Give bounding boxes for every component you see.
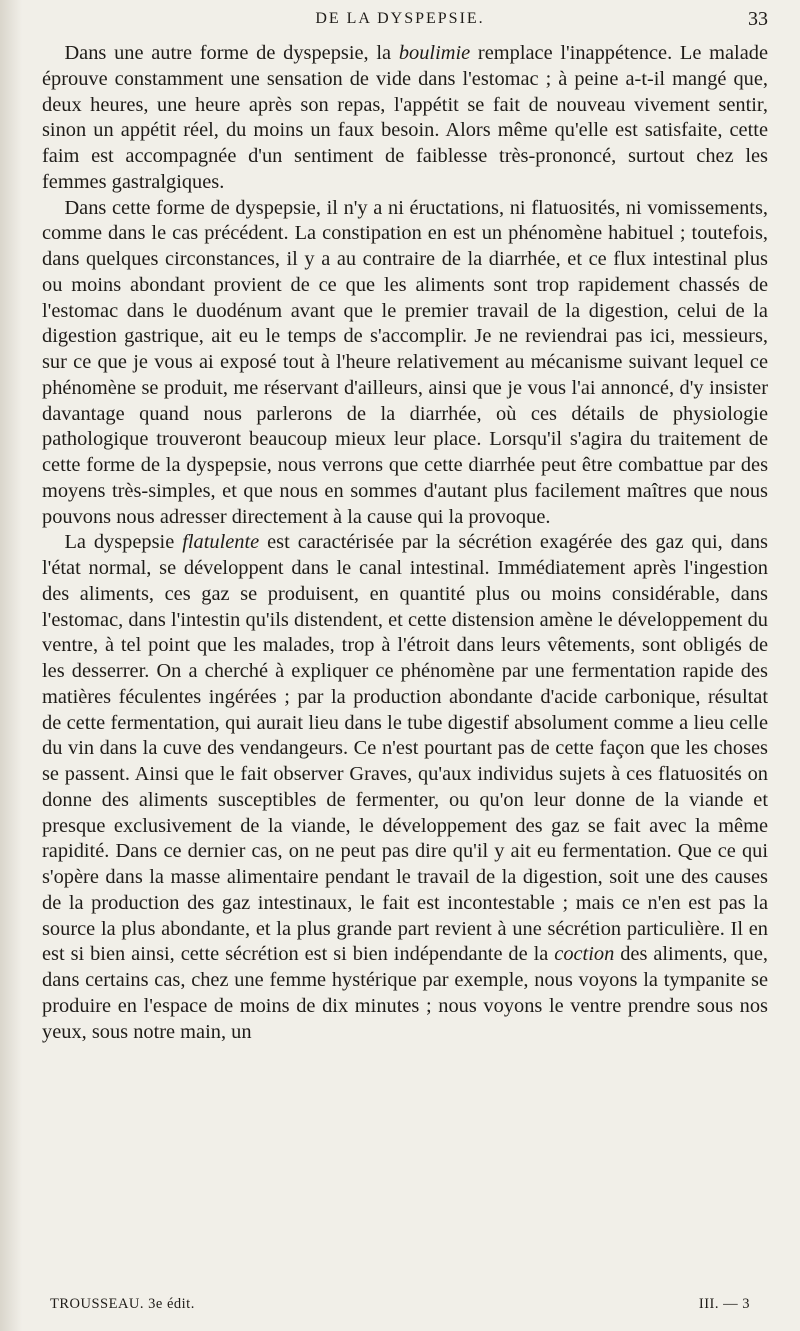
text-run: Dans une autre forme de dyspepsie, la	[64, 42, 399, 64]
paragraph	[42, 530, 768, 1045]
text-run: Dans cette forme de dyspepsie, il n'y a ni éructations, ni flatuosités, ni vomissements, comme dans le cas précédent. La constipation en est un phénomène habituel ; toutefois, dans quelques circonstances, il y a au contraire de la diarrhée, et ce flux intestinal plus ou moins abondant provient de ce que les aliments sont trop rapidement chassés de l'estomac dans le duodénum avant que le premier travail de la digestion, celui de la digestion gastrique, ait eu le temps de s'accomplir. Je ne reviendrai pas ici, messieurs, sur ce que je vous ai exposé tout à l'heure relativement au mécanisme suivant lequel ce phénomène se produit, me réservant d'ailleurs, ainsi que je vous l'ai annoncé, d'y insister davantage quand nous parlerons de la diarrhée, où ces détails de physiologie pathologique trouveront beaucoup mieux leur place. Lorsqu'il s'agira du traitement de cette forme de la dyspepsie, nous verrons que cette diarrhée peut être combattue par des moyens très-simples, et que nous en sommes d'autant plus facilement maîtres que nous pouvons nous adresser directement à la cause qui la provoque.	[42, 196, 768, 528]
running-head	[0, 6, 800, 36]
text-run: La dyspepsie	[64, 531, 183, 554]
italic-term: flatulente	[182, 531, 260, 554]
body-text	[42, 41, 768, 1045]
volume-sheet-mark: III. — 3	[698, 1296, 750, 1312]
text-run: est caractérisée par la sécrétion exagérée des gaz qui, dans l'état normal, se développent dans le canal intestinal. Immédiatement après l'ingestion des aliments, ces gaz se produisent, en quantité plus ou moins considérable, dans l'estomac, dans l'intestin qu'ils distendent, et cette distension amène le développement du ventre, à tel point que les malades, trop à l'étroit dans leurs vêtements, sont obligés de les desserrer. On a cherché à expliquer ce phénomène par une fermentation rapide des matières féculentes ingérées ; par la production abondante d'acide carbonique, résultat de cette fermentation, qui aurait lieu dans le tube digestif absolument comme a lieu celle du vin dans la cuve des vendangeurs. Ce n'est pourtant pas de cette façon que les choses se passent. Ainsi que le fait observer Graves, qu'aux individus sujets à ces flatuosités on donne des aliments susceptibles de fermenter, ou qu'on leur donne de la viande et presque exclusivement de la viande, le développement des gaz se fait avec la même rapidité. Dans ce dernier cas, on ne peut pas dire qu'il y ait eu fermentation. Que ce qui s'opère dans la masse alimentaire pendant le travail de la digestion, soit une des causes de la production des gaz intestinaux, le fait est incontestable ; mais ce n'en est pas la source la plus abondante, et la plus grande part revient à une sécrétion particulière. Il en est si bien ainsi, cette sécrétion est si bien indépendante de la	[42, 531, 768, 966]
text-run: remplace l'inappétence. Le malade éprouve constamment une sensation de vide dans l'estomac ; à peine a-t-il mangé que, deux heures, une heure après son repas, l'appétit se fait de nouveau vivement sentir, sinon un appétit réel, du moins un faux besoin. Alors même qu'elle est satisfaite, cette faim est accompagnée d'un sentiment de faiblesse très-prononcé, surtout chez les femmes gastralgiques.	[42, 42, 769, 193]
italic-term: boulimie	[398, 42, 471, 64]
binding-shadow	[0, 0, 22, 1331]
paragraph	[42, 196, 768, 531]
italic-term: coction	[554, 943, 615, 966]
paragraph	[42, 41, 768, 196]
text-run: des aliments, que, dans certains cas, chez une femme hystérique par exemple, nous voyons la tympanite se produire en l'espace de moins de dix minutes ; nous voyons le ventre prendre sous nos yeux, sous notre main, un	[42, 943, 768, 1043]
page-number: 33	[748, 8, 768, 30]
page-footer	[50, 1296, 750, 1320]
running-title: DE LA DYSPEPSIE.	[315, 10, 485, 27]
signature-mark: TROUSSEAU. 3e édit.	[50, 1296, 195, 1312]
